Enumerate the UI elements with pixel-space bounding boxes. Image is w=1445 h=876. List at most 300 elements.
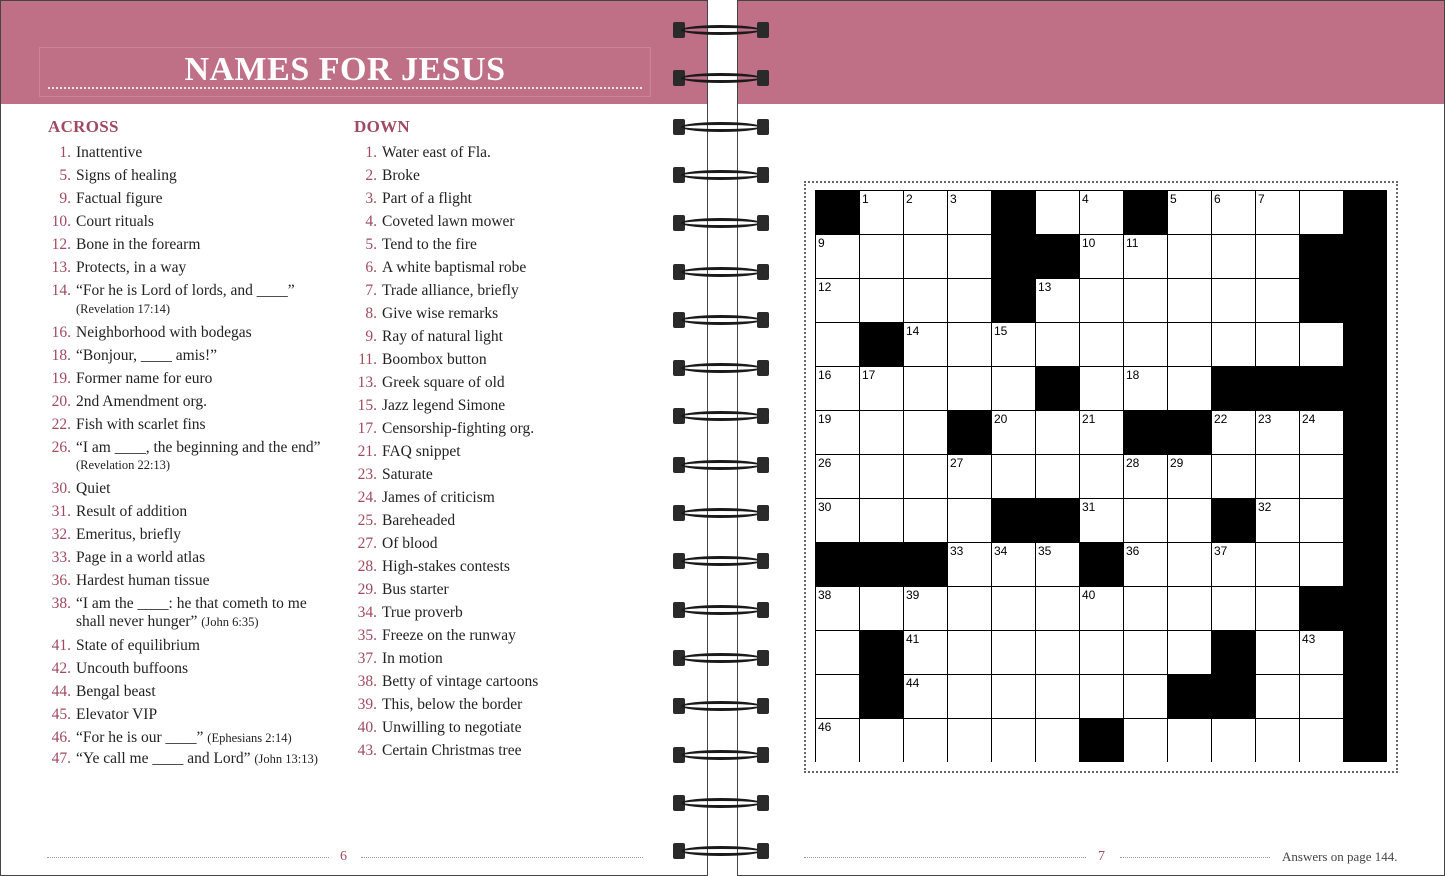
- clue-text: [76, 729, 338, 748]
- clue-text: [76, 657, 338, 680]
- grid-cell[interactable]: [1256, 631, 1299, 674]
- grid-cell[interactable]: [1212, 323, 1255, 366]
- grid-cell[interactable]: [1300, 411, 1343, 454]
- grid-cell[interactable]: [816, 719, 859, 762]
- right-page-number: 7: [1098, 849, 1105, 864]
- clue-text-main: Signs of healing: [76, 167, 177, 184]
- black-square: [948, 411, 991, 454]
- clue-text-main: True proverb: [382, 604, 463, 621]
- grid-cell[interactable]: [948, 455, 991, 498]
- grid-cell[interactable]: [1168, 587, 1211, 630]
- grid-cell[interactable]: [904, 411, 947, 454]
- down-clue: [354, 164, 604, 187]
- grid-cell[interactable]: [860, 279, 903, 322]
- grid-cell[interactable]: [1256, 411, 1299, 454]
- grid-cell[interactable]: [1256, 499, 1299, 542]
- cell-number: 2: [906, 192, 913, 206]
- down-clue: [354, 440, 604, 463]
- spiral-ring: [673, 212, 769, 234]
- grid-cell[interactable]: [992, 323, 1035, 366]
- cell-number: 40: [1082, 588, 1096, 602]
- grid-cell[interactable]: [1124, 323, 1167, 366]
- cell-number: 39: [906, 588, 920, 602]
- down-clue: [354, 325, 604, 348]
- grid-cell[interactable]: [1300, 191, 1343, 234]
- grid-cell[interactable]: [904, 675, 947, 718]
- grid-cell[interactable]: [1124, 235, 1167, 278]
- black-square: [1300, 367, 1343, 410]
- clue-text: [382, 187, 604, 210]
- clue-text-main: Water east of Fla.: [382, 144, 491, 161]
- grid-cell[interactable]: [992, 367, 1035, 410]
- grid-cell[interactable]: [1256, 323, 1299, 366]
- clue-number: 41.: [51, 636, 71, 654]
- grid-cell[interactable]: [860, 499, 903, 542]
- clue-text-main: Quiet: [76, 480, 111, 497]
- clue-number: 14.: [51, 282, 71, 299]
- grid-cell[interactable]: [1080, 279, 1123, 322]
- down-clue: [354, 532, 604, 555]
- clue-text: [76, 256, 338, 279]
- grid-cell[interactable]: [1256, 191, 1299, 234]
- across-clues: [48, 116, 338, 771]
- clue-text: [76, 477, 338, 500]
- clue-text: [382, 647, 604, 670]
- cell-number: 4: [1082, 192, 1089, 206]
- clue-text: [382, 670, 604, 693]
- clue-reference: (Revelation 17:14): [76, 301, 171, 316]
- grid-cell[interactable]: [816, 675, 859, 718]
- clue-number: 45.: [51, 705, 71, 723]
- grid-cell[interactable]: [1300, 499, 1343, 542]
- clue-text: [76, 210, 338, 233]
- across-clue: [48, 703, 338, 726]
- clue-number: 38.: [357, 673, 377, 690]
- across-clue: [48, 657, 338, 680]
- cell-number: 18: [1126, 368, 1140, 382]
- across-clue: [48, 413, 338, 436]
- spiral-ring: [673, 502, 769, 524]
- grid-cell[interactable]: [1036, 455, 1079, 498]
- clue-text-main: Saturate: [382, 466, 433, 483]
- grid-cell[interactable]: [1256, 455, 1299, 498]
- clue-number: 1.: [59, 144, 71, 161]
- down-clue: [354, 417, 604, 440]
- spiral-ring: [673, 550, 769, 572]
- grid-cell[interactable]: [1212, 411, 1255, 454]
- clue-text-main: “Ye call me ____ and Lord”: [76, 750, 251, 767]
- cell-number: 26: [818, 456, 832, 470]
- grid-cell[interactable]: [816, 587, 859, 630]
- grid-cell[interactable]: [1212, 543, 1255, 586]
- grid-cell[interactable]: [948, 367, 991, 410]
- clue-number: 35.: [357, 627, 377, 644]
- cell-number: 21: [1082, 412, 1096, 426]
- down-clue: [354, 394, 604, 417]
- grid-cell[interactable]: [1168, 367, 1211, 410]
- clue-number: 34.: [357, 604, 377, 621]
- grid-cell[interactable]: [1080, 191, 1123, 234]
- grid-cell[interactable]: [948, 587, 991, 630]
- clue-number: 5.: [59, 167, 71, 184]
- clue-text: [382, 348, 604, 371]
- down-clue: [354, 647, 604, 670]
- grid-cell[interactable]: [1124, 631, 1167, 674]
- clue-number: 9.: [59, 190, 71, 207]
- clue-text-main: Give wise remarks: [382, 305, 499, 322]
- clue-text-main: Censorship-fighting org.: [382, 420, 535, 437]
- grid-cell[interactable]: [1212, 235, 1255, 278]
- down-clue: [354, 187, 604, 210]
- footer-dotted-rule-left: [804, 857, 1086, 858]
- black-square: [860, 543, 903, 586]
- grid-cell[interactable]: [1256, 719, 1299, 762]
- grid-cell[interactable]: [992, 543, 1035, 586]
- clue-number: 10.: [51, 213, 71, 230]
- clue-text: [76, 282, 338, 318]
- clue-text-main: Unwilling to negotiate: [382, 719, 522, 736]
- black-square: [1080, 719, 1123, 762]
- grid-cell[interactable]: [1124, 587, 1167, 630]
- grid-cell[interactable]: [1212, 191, 1255, 234]
- grid-cell[interactable]: [948, 235, 991, 278]
- clue-text: [76, 439, 338, 475]
- clue-text: [76, 321, 338, 344]
- cell-number: 14: [906, 324, 920, 338]
- grid-cell[interactable]: [948, 279, 991, 322]
- title-dotted-rule: [48, 87, 642, 89]
- grid-cell[interactable]: [1124, 719, 1167, 762]
- grid-cell[interactable]: [948, 323, 991, 366]
- grid-cell[interactable]: [1168, 631, 1211, 674]
- spiral-ring: [673, 744, 769, 766]
- grid-cell[interactable]: [1212, 279, 1255, 322]
- clue-text-main: James of criticism: [382, 489, 495, 506]
- grid-cell[interactable]: [904, 587, 947, 630]
- grid-cell[interactable]: [1124, 367, 1167, 410]
- grid-cell[interactable]: [948, 675, 991, 718]
- grid-cell[interactable]: [1036, 675, 1079, 718]
- black-square: [1212, 367, 1255, 410]
- grid-cell[interactable]: [1080, 675, 1123, 718]
- grid-cell[interactable]: [904, 323, 947, 366]
- clue-text: [76, 680, 338, 703]
- grid-cell[interactable]: [948, 499, 991, 542]
- clue-number: 40.: [357, 719, 377, 736]
- clue-text-main: FAQ snippet: [382, 443, 461, 460]
- grid-cell[interactable]: [1168, 719, 1211, 762]
- grid-cell[interactable]: [860, 411, 903, 454]
- grid-cell[interactable]: [1124, 499, 1167, 542]
- clue-reference: (John 13:13): [254, 752, 318, 766]
- grid-cell[interactable]: [992, 587, 1035, 630]
- black-square: [1080, 543, 1123, 586]
- grid-cell[interactable]: [1080, 411, 1123, 454]
- down-clue: [354, 624, 604, 647]
- across-clue: [48, 680, 338, 703]
- crossword-grid[interactable]: [815, 190, 1387, 762]
- clue-number: 15.: [357, 397, 377, 414]
- cell-number: 28: [1126, 456, 1140, 470]
- clue-text-main: State of equilibrium: [76, 636, 200, 654]
- down-clue: [354, 141, 604, 164]
- grid-cell[interactable]: [1168, 323, 1211, 366]
- cell-number: 30: [818, 500, 832, 514]
- across-clue: [48, 750, 338, 769]
- clue-number: 32.: [51, 526, 71, 543]
- clue-text: [76, 141, 338, 164]
- clue-text: [76, 164, 338, 187]
- grid-cell[interactable]: [1036, 631, 1079, 674]
- spiral-ring: [673, 405, 769, 427]
- clue-text: [382, 371, 604, 394]
- grid-cell[interactable]: [1300, 323, 1343, 366]
- grid-cell[interactable]: [1168, 543, 1211, 586]
- grid-cell[interactable]: [816, 455, 859, 498]
- grid-cell[interactable]: [992, 455, 1035, 498]
- spiral-ring: [673, 647, 769, 669]
- clue-text-main: Bus starter: [382, 581, 449, 598]
- answers-note: Answers on page 144.: [1282, 849, 1398, 864]
- grid-cell[interactable]: [1080, 367, 1123, 410]
- spiral-ring: [673, 792, 769, 814]
- grid-cell[interactable]: [904, 455, 947, 498]
- grid-cell[interactable]: [1036, 411, 1079, 454]
- across-clue: [48, 634, 338, 657]
- clue-number: 38.: [51, 595, 71, 612]
- clue-number: 23.: [357, 466, 377, 483]
- cell-number: 9: [818, 236, 825, 250]
- grid-cell[interactable]: [1036, 323, 1079, 366]
- across-clue: [48, 367, 338, 390]
- grid-cell[interactable]: [904, 235, 947, 278]
- grid-cell[interactable]: [904, 719, 947, 762]
- grid-cell[interactable]: [1080, 499, 1123, 542]
- grid-cell[interactable]: [904, 191, 947, 234]
- clue-number: 31.: [51, 503, 71, 520]
- grid-cell[interactable]: [1080, 587, 1123, 630]
- clue-text-main: Bone in the forearm: [76, 236, 201, 253]
- clue-text: [382, 463, 604, 486]
- clue-number: 5.: [365, 236, 377, 253]
- grid-cell[interactable]: [1124, 279, 1167, 322]
- clue-text-main: Jazz legend Simone: [382, 397, 506, 414]
- cell-number: 46: [818, 720, 832, 734]
- clue-text: [382, 624, 604, 647]
- black-square: [816, 543, 859, 586]
- clue-text-main: Former name for euro: [76, 369, 213, 387]
- clue-text-main: Emeritus, briefly: [76, 526, 182, 543]
- cell-number: 10: [1082, 236, 1096, 250]
- across-clue: [48, 523, 338, 546]
- cell-number: 15: [994, 324, 1008, 338]
- grid-cell[interactable]: [1300, 675, 1343, 718]
- down-clue: [354, 578, 604, 601]
- black-square: [860, 323, 903, 366]
- clue-text-main: “I am the ____: he that cometh to me shall never hunger”: [76, 595, 307, 630]
- grid-cell[interactable]: [1080, 323, 1123, 366]
- left-page-number: 6: [340, 849, 347, 864]
- clue-number: 36.: [51, 572, 71, 589]
- spiral-ring: [673, 261, 769, 283]
- across-clue: [48, 729, 338, 748]
- clue-number: 27.: [357, 535, 377, 552]
- grid-cell[interactable]: [1124, 543, 1167, 586]
- grid-cell[interactable]: [816, 323, 859, 366]
- grid-cell[interactable]: [1080, 235, 1123, 278]
- across-clue: [48, 477, 338, 500]
- clue-number: 39.: [357, 696, 377, 713]
- grid-cell[interactable]: [1256, 235, 1299, 278]
- grid-cell[interactable]: [992, 719, 1035, 762]
- grid-cell[interactable]: [1212, 719, 1255, 762]
- across-clue: [48, 439, 338, 475]
- grid-cell[interactable]: [860, 587, 903, 630]
- cell-number: 37: [1214, 544, 1228, 558]
- grid-cell[interactable]: [948, 719, 991, 762]
- across-clue: [48, 141, 338, 164]
- cell-number: 38: [818, 588, 832, 602]
- across-clue: [48, 390, 338, 413]
- down-clue: [354, 279, 604, 302]
- grid-cell[interactable]: [1300, 631, 1343, 674]
- clue-text-main: “For he is our ____”: [76, 728, 204, 746]
- clue-text: [382, 210, 604, 233]
- grid-cell[interactable]: [1168, 499, 1211, 542]
- down-clue: [354, 716, 604, 739]
- down-clue: [354, 693, 604, 716]
- grid-cell[interactable]: [904, 499, 947, 542]
- grid-cell[interactable]: [904, 367, 947, 410]
- black-square: [1168, 411, 1211, 454]
- clue-text-main: Boombox button: [382, 351, 487, 368]
- grid-cell[interactable]: [816, 367, 859, 410]
- grid-cell[interactable]: [948, 631, 991, 674]
- clue-number: 11.: [358, 351, 377, 368]
- cell-number: 35: [1038, 544, 1052, 558]
- black-square: [1036, 367, 1079, 410]
- grid-cell[interactable]: [860, 367, 903, 410]
- grid-cell[interactable]: [1036, 279, 1079, 322]
- grid-cell[interactable]: [816, 499, 859, 542]
- grid-cell[interactable]: [1300, 543, 1343, 586]
- clue-text: [76, 546, 338, 569]
- grid-cell[interactable]: [1124, 455, 1167, 498]
- grid-cell[interactable]: [948, 543, 991, 586]
- clue-text: [76, 523, 338, 546]
- grid-cell[interactable]: [860, 455, 903, 498]
- cell-number: 33: [950, 544, 964, 558]
- grid-cell[interactable]: [1168, 191, 1211, 234]
- grid-cell[interactable]: [992, 675, 1035, 718]
- grid-cell[interactable]: [1256, 279, 1299, 322]
- grid-cell[interactable]: [1212, 587, 1255, 630]
- clue-number: 37.: [357, 650, 377, 667]
- grid-cell[interactable]: [1300, 719, 1343, 762]
- cell-number: 5: [1170, 192, 1177, 206]
- grid-cell[interactable]: [1036, 587, 1079, 630]
- clue-text-main: “I am ____, the beginning and the end”: [76, 438, 321, 456]
- clue-text: [76, 233, 338, 256]
- grid-cell[interactable]: [992, 631, 1035, 674]
- grid-cell[interactable]: [1124, 675, 1167, 718]
- clue-text: [382, 532, 604, 555]
- across-clue: [48, 187, 338, 210]
- across-clue: [48, 210, 338, 233]
- clue-reference: (Revelation 22:13): [76, 458, 171, 472]
- down-clue: [354, 486, 604, 509]
- black-square: [860, 675, 903, 718]
- grid-cell[interactable]: [1036, 191, 1079, 234]
- grid-cell[interactable]: [816, 411, 859, 454]
- cell-number: 43: [1302, 632, 1316, 646]
- grid-cell[interactable]: [948, 191, 991, 234]
- clue-text: [382, 509, 604, 532]
- clue-text: [382, 302, 604, 325]
- cell-number: 7: [1258, 192, 1265, 206]
- down-clue: [354, 256, 604, 279]
- black-square: [1344, 719, 1387, 762]
- black-square: [1036, 499, 1079, 542]
- clue-text: [382, 440, 604, 463]
- down-clue: [354, 302, 604, 325]
- grid-cell[interactable]: [1300, 455, 1343, 498]
- grid-cell[interactable]: [816, 235, 859, 278]
- clue-text: [382, 601, 604, 624]
- grid-cell[interactable]: [1168, 235, 1211, 278]
- grid-cell[interactable]: [1036, 719, 1079, 762]
- black-square: [1212, 631, 1255, 674]
- grid-cell[interactable]: [1256, 675, 1299, 718]
- cell-number: 34: [994, 544, 1008, 558]
- grid-cell[interactable]: [1080, 631, 1123, 674]
- grid-cell[interactable]: [1256, 543, 1299, 586]
- spiral-ring: [673, 164, 769, 186]
- clue-text-main: Bengal beast: [76, 682, 156, 700]
- clue-text-main: “Bonjour, ____ amis!”: [76, 346, 218, 364]
- grid-cell[interactable]: [860, 235, 903, 278]
- grid-cell[interactable]: [816, 279, 859, 322]
- clue-text: [382, 578, 604, 601]
- spiral-ring: [673, 599, 769, 621]
- grid-cell[interactable]: [992, 411, 1035, 454]
- down-clue: [354, 371, 604, 394]
- grid-cell[interactable]: [904, 631, 947, 674]
- grid-cell[interactable]: [816, 631, 859, 674]
- cell-number: 32: [1258, 500, 1272, 514]
- grid-cell[interactable]: [1168, 455, 1211, 498]
- across-clue: [48, 233, 338, 256]
- clue-number: 1.: [365, 144, 377, 161]
- spiral-ring: [673, 454, 769, 476]
- grid-cell[interactable]: [1168, 279, 1211, 322]
- clue-text: [382, 555, 604, 578]
- grid-cell[interactable]: [1212, 455, 1255, 498]
- clue-number: 46.: [51, 728, 71, 746]
- grid-cell[interactable]: [904, 279, 947, 322]
- cell-number: 17: [862, 368, 876, 382]
- grid-cell[interactable]: [1256, 587, 1299, 630]
- clue-text: [76, 703, 338, 726]
- spiral-ring: [673, 840, 769, 862]
- grid-cell[interactable]: [1080, 455, 1123, 498]
- grid-cell[interactable]: [860, 719, 903, 762]
- grid-cell[interactable]: [1036, 543, 1079, 586]
- spiral-ring: [673, 357, 769, 379]
- grid-cell[interactable]: [860, 191, 903, 234]
- clue-text: [382, 716, 604, 739]
- clue-number: 33.: [51, 549, 71, 566]
